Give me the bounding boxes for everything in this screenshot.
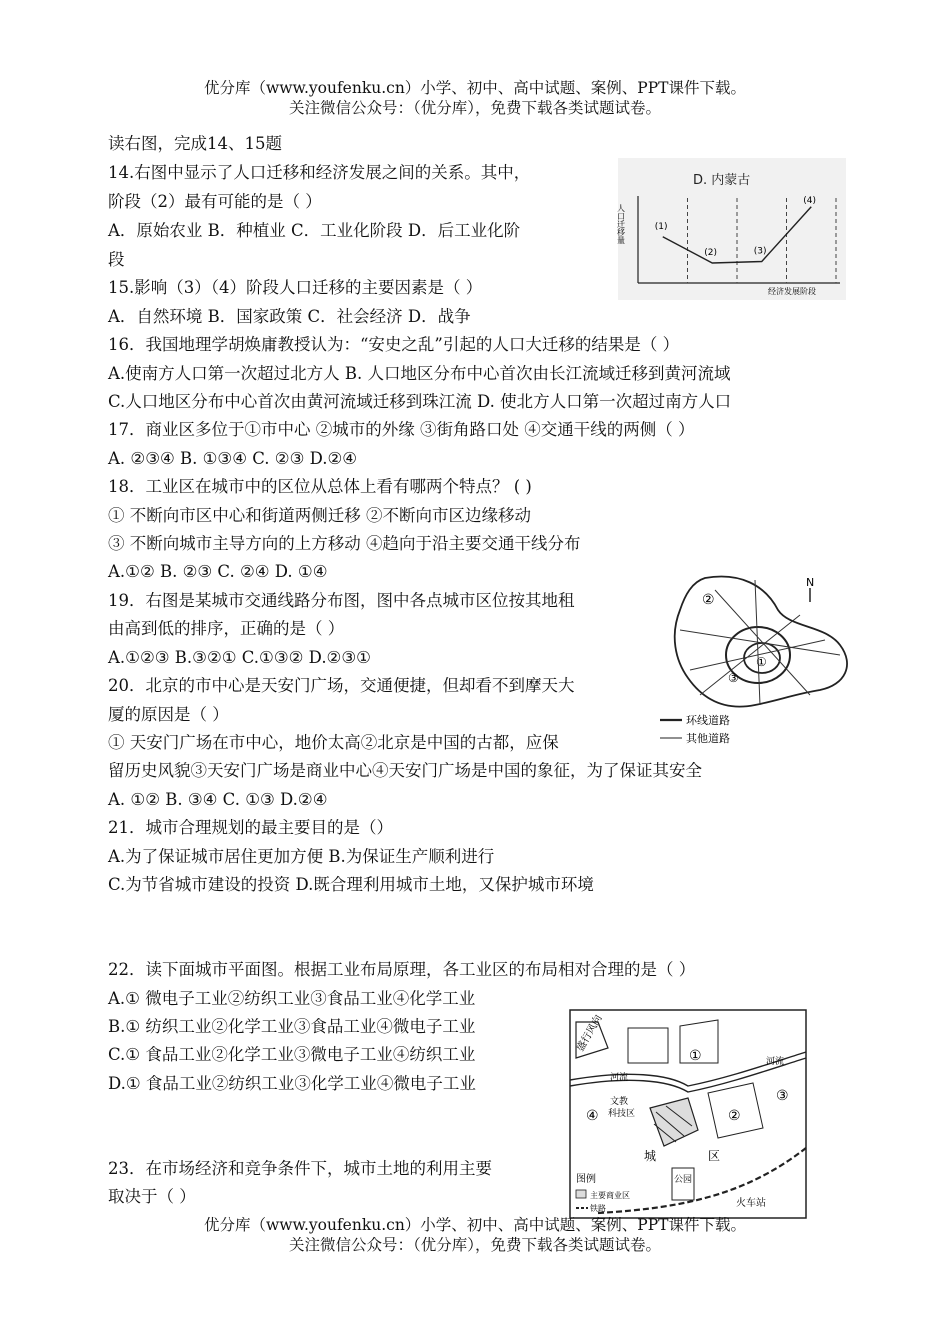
instruction-14-15: 读右图，完成14、15题	[108, 134, 282, 153]
wind-label: 盛行风向	[575, 1013, 605, 1054]
point-2: ②	[702, 592, 715, 608]
q18-items-34: ③ 不断向城市主导方向的上方移动 ④趋向于沿主要交通干线分布	[108, 534, 581, 553]
legend-commercial-symbol	[576, 1190, 586, 1198]
q14-stem-cont: 阶段（2）最有可能的是（ ）	[108, 192, 322, 211]
q16-options-cd: C.人口地区分布中心首次由黄河流域迁移到珠江流 D. 使北方人口第一次超过南方人口	[108, 392, 732, 411]
point-1: ①	[756, 655, 767, 669]
q19-stem: 19．右图是某城市交通线路分布图，图中各点城市区位按其地租	[108, 591, 575, 610]
q19-options: A.①②③ B.③②① C.①③② D.②③①	[108, 648, 371, 667]
footer-line-1: 优分库（www.youfenku.cn）小学、初中、高中试题、案例、PPT课件下载。	[203, 1216, 747, 1234]
station-label: 火车站	[736, 1198, 766, 1209]
q18-stem: 18．工业区在城市中的区位从总体上看有哪两个特点？ ( )	[108, 477, 532, 496]
q14-options: A．原始农业 B．种植业 C．工业化阶段 D．后工业化阶	[108, 221, 521, 240]
q20-stem: 20．北京的市中心是天安门广场，交通便捷，但却看不到摩天大	[108, 676, 575, 695]
q22-option-c: C.① 食品工业②化学工业③微电子工业④纺织工业	[108, 1045, 476, 1064]
q16-options-ab: A.使南方人口第一次超过北方人 B. 人口地区分布中心首次由长江流域迁移到黄河流域	[108, 364, 731, 383]
legend-other-road: 其他道路	[686, 732, 730, 745]
q21-options-cd: C.为节省城市建设的投资 D.既合理利用城市土地，又保护城市环境	[108, 875, 594, 894]
q21-stem: 21．城市合理规划的最主要目的是（）	[108, 818, 393, 837]
edu-label: 文教	[610, 1097, 629, 1107]
north-label: N	[806, 576, 815, 589]
footer-line-2: 关注微信公众号：（优分库），免费下载各类试题试卷。	[288, 1236, 661, 1254]
q23-stem: 23．在市场经济和竞争条件下，城市土地的利用主要	[108, 1159, 492, 1178]
q22-option-b: B.① 纺织工业②化学工业③食品工业④微电子工业	[108, 1017, 476, 1036]
stage-label: (1)	[654, 221, 668, 232]
migration-stage-chart	[618, 158, 846, 300]
q14-stem: 14.右图中显示了人口迁移和经济发展之间的关系。其中，	[108, 163, 531, 182]
q14-options-cont: 段	[108, 250, 125, 269]
q22-option-a: A.① 微电子工业②纺织工业③食品工业④化学工业	[108, 989, 476, 1008]
q15-options: A．自然环境 B．国家政策 C．社会经济 D．战争	[108, 307, 471, 326]
zone-4: ④	[586, 1108, 599, 1124]
header-line-2: 关注微信公众号：（优分库），免费下载各类试题试卷。	[288, 99, 661, 117]
stage-label: (2)	[704, 248, 717, 258]
district-label-2: 区	[708, 1149, 721, 1163]
edu-label-2: 科技区	[608, 1109, 636, 1119]
legend-title: 图例	[576, 1174, 596, 1185]
q20-items: ① 天安门广场在市中心，地价太高②北京是中国的古都，应保	[108, 733, 559, 752]
q22-option-d: D.① 食品工业②纺织工业③化学工业④微电子工业	[108, 1074, 476, 1093]
stage-label: (4)	[803, 195, 816, 206]
river-label: 河流	[610, 1073, 629, 1083]
q20-stem-cont: 厦的原因是（ ）	[108, 705, 229, 724]
district-label-1: 城	[644, 1149, 657, 1163]
q15-stem: 15.影响（3）（4）阶段人口迁移的主要因素是（ ）	[108, 278, 483, 297]
q20-options: A. ①② B. ③④ C. ①③ D.②④	[108, 790, 328, 809]
q18-options: A.①② B. ②③ C. ②④ D. ①④	[108, 562, 328, 581]
q18-items-12: ① 不断向市区中心和街道两侧迁移 ②不断向市区边缘移动	[108, 506, 531, 525]
x-axis-label: 经济发展阶段	[768, 287, 816, 296]
river-label-2: 河流	[766, 1057, 785, 1067]
header-line-1: 优分库（www.youfenku.cn）小学、初中、高中试题、案例、PPT课件下载。	[203, 79, 747, 97]
q17-stem: 17．商业区多位于①市中心 ②城市的外缘 ③街角路口处 ④交通干线的两侧（ ）	[108, 420, 695, 439]
park-label: 公园	[674, 1175, 693, 1185]
q22-stem: 22．读下面城市平面图。根据工业布局原理，各工业区的布局相对合理的是（ ）	[108, 960, 696, 979]
chart-title: D. 内蒙古	[693, 173, 751, 188]
zone-2: ②	[728, 1108, 741, 1124]
y-axis-label: 人口迁移量	[616, 204, 626, 244]
city-plan-map	[568, 1008, 808, 1220]
legend-commercial: 主要商业区	[590, 1191, 630, 1200]
legend-ring-road: 环线道路	[686, 714, 730, 727]
q17-options: A. ②③④ B. ①③④ C. ②③ D.②④	[108, 449, 358, 468]
city-boundary	[675, 577, 847, 707]
q19-stem-cont: 由高到低的排序，正确的是（ ）	[108, 619, 345, 638]
point-3: ③	[728, 671, 739, 685]
stage-label: (3)	[753, 246, 767, 257]
city-road-map	[660, 570, 860, 750]
q21-options-ab: A.为了保证城市居住更加方便 B.为保证生产顺利进行	[108, 847, 495, 866]
zone-1: ①	[689, 1048, 702, 1064]
legend-rail: 铁路	[590, 1204, 606, 1213]
zone-3: ③	[776, 1088, 789, 1104]
q23-stem-cont: 取决于（ ）	[108, 1187, 196, 1206]
q20-items-cont: 留历史风貌③天安门广场是商业中心④天安门广场是中国的象征，为了保证其安全	[108, 761, 702, 780]
q16-stem: 16．我国地理学胡焕庸教授认为：“安史之乱”引起的人口大迁移的结果是（ ）	[108, 335, 680, 354]
